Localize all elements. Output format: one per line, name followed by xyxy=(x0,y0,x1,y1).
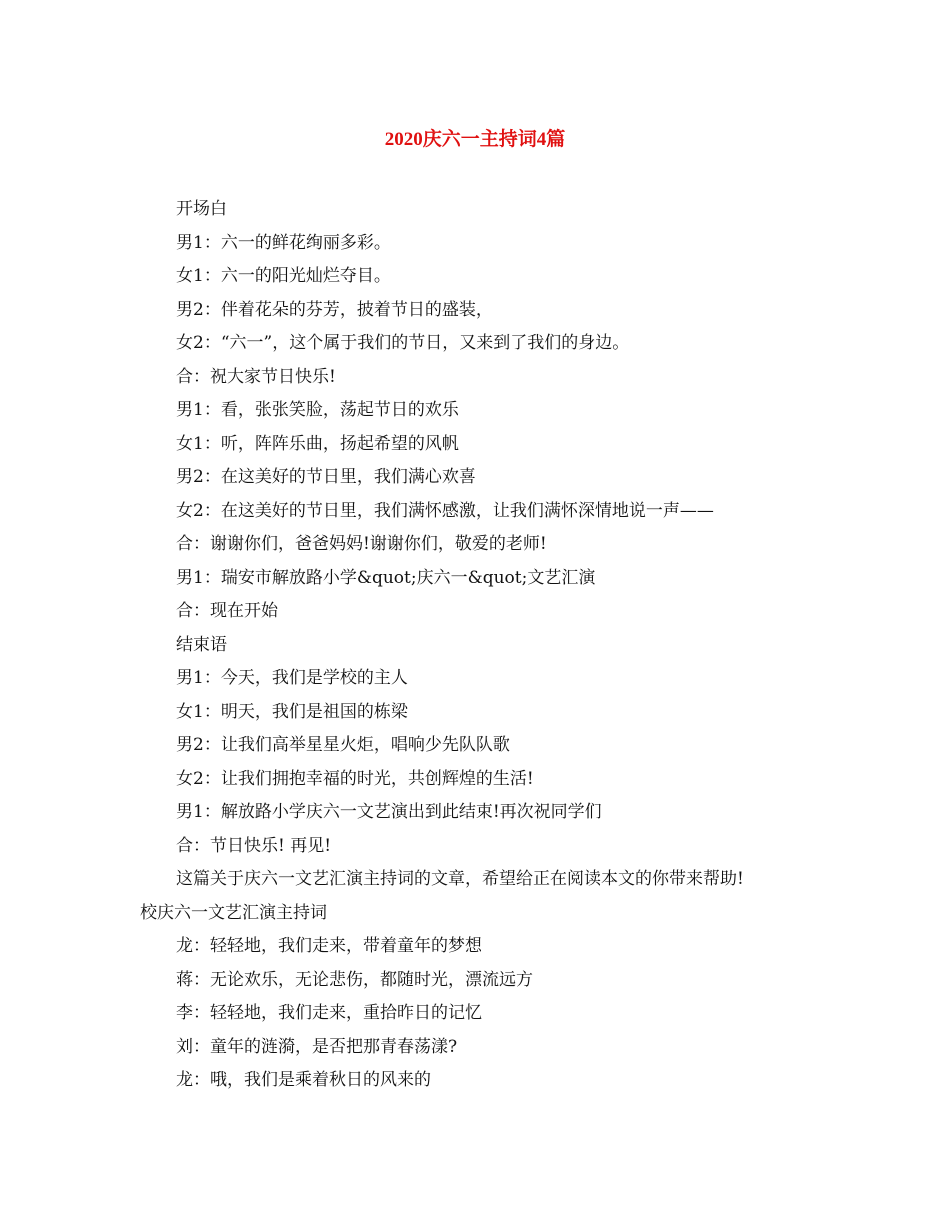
script-line: 男2：让我们高举星星火炬，唱响少先队队歌 xyxy=(176,735,510,755)
script-line: 合：祝大家节日快乐! xyxy=(176,366,336,387)
section-heading-closing: 结束语 xyxy=(176,634,227,655)
script-line: 蒋：无论欢乐，无论悲伤，都随时光，漂流远方 xyxy=(176,969,533,990)
document-body xyxy=(0,193,950,1098)
script-line: 女1：明天，我们是祖国的栋梁 xyxy=(176,701,408,722)
script-line: 刘：童年的涟漪，是否把那青春荡漾? xyxy=(176,1036,458,1057)
script-line: 龙：轻轻地，我们走来，带着童年的梦想 xyxy=(176,936,482,956)
script-line: 李：轻轻地，我们走来，重拾昨日的记忆 xyxy=(176,1003,482,1023)
script-line: 男1：瑞安市解放路小学&quot;庆六一&quot;文艺汇演 xyxy=(176,567,596,588)
script-line: 女2：“六一”，这个属于我们的节日，又来到了我们的身边。 xyxy=(176,333,630,353)
script-line: 男1：今天，我们是学校的主人 xyxy=(176,668,408,688)
script-line: 男2：伴着花朵的芬芳，披着节日的盛装， xyxy=(176,299,493,320)
script-line: 女1：六一的阳光灿烂夺目。 xyxy=(176,266,391,286)
script-line: 合：谢谢你们，爸爸妈妈!谢谢你们，敬爱的老师! xyxy=(176,534,547,554)
script-line: 女1：听，阵阵乐曲，扬起希望的风帆 xyxy=(176,433,459,454)
script-line: 龙：哦，我们是乘着秋日的风来的 xyxy=(176,1070,431,1090)
script-line: 合：节日快乐! 再见! xyxy=(176,835,332,856)
paragraph-text: 这篇关于庆六一文艺汇演主持词的文章，希望给正在阅读本文的你带来帮助! xyxy=(176,869,744,889)
script-line: 男1：看，张张笑脸，荡起节日的欢乐 xyxy=(176,400,459,420)
document-title: 2020庆六一主持词4篇 xyxy=(384,129,566,150)
script-line: 男1：六一的鲜花绚丽多彩。 xyxy=(176,232,391,253)
section-heading: 校庆六一文艺汇演主持词 xyxy=(140,902,327,923)
section-heading-opening: 开场白 xyxy=(176,199,227,219)
script-line: 男1：解放路小学庆六一文艺演出到此结束!再次祝同学们 xyxy=(176,802,602,822)
script-line: 女2：让我们拥抱幸福的时光，共创辉煌的生活! xyxy=(176,768,534,789)
script-line: 女2：在这美好的节日里，我们满怀感激，让我们满怀深情地说一声—— xyxy=(176,500,714,521)
script-line: 合：现在开始 xyxy=(176,601,278,621)
script-line: 男2：在这美好的节日里，我们满心欢喜 xyxy=(176,467,476,487)
